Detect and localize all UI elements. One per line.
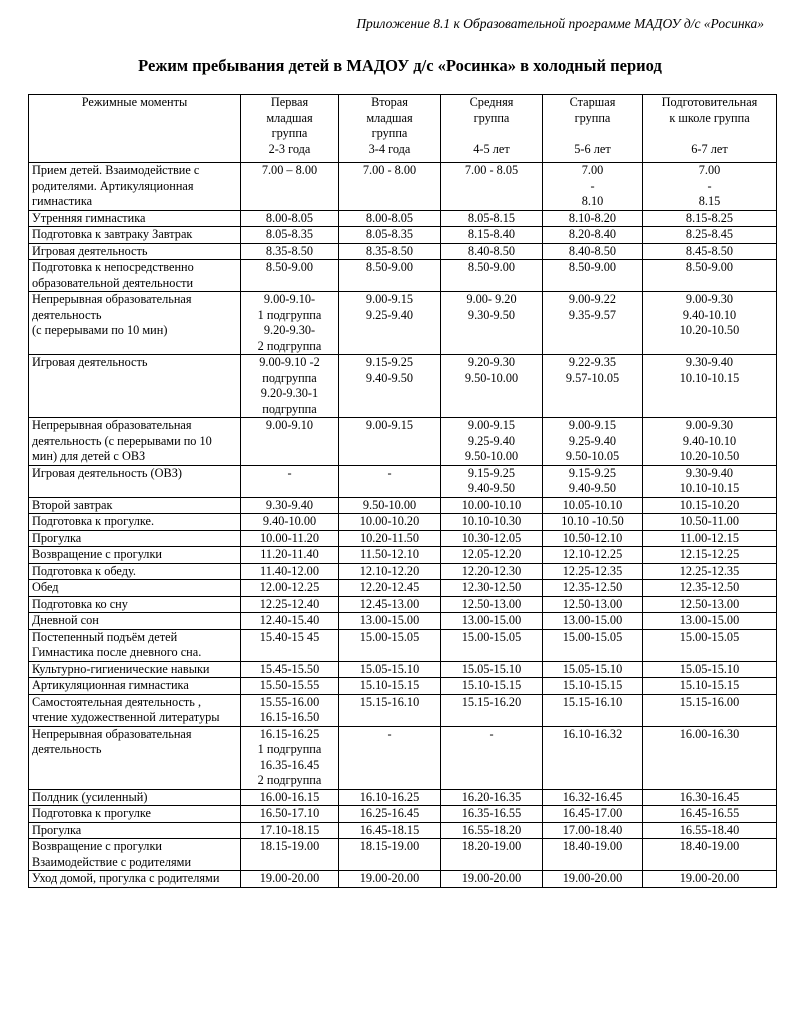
time-cell-group-4: 16.32-16.45	[543, 789, 643, 806]
activity-cell: Обед	[29, 580, 241, 597]
table-header-row	[29, 95, 777, 163]
time-cell-group-3: 10.10-10.30	[441, 514, 543, 531]
time-cell-group-5: 8.25-8.45	[643, 227, 777, 244]
time-cell-group-3: 16.35-16.55	[441, 806, 543, 823]
time-cell-group-1: 11.40-12.00	[241, 563, 339, 580]
time-cell-group-2: -	[339, 726, 441, 789]
time-cell-group-2: 19.00-20.00	[339, 871, 441, 888]
time-cell-group-2: 13.00-15.00	[339, 613, 441, 630]
table-row	[29, 163, 777, 211]
activity-cell: Непрерывная образовательная деятельность (с перерывами по 10 мин)	[29, 292, 241, 355]
time-cell-group-4: 9.00-9.22 9.35-9.57	[543, 292, 643, 355]
time-cell-group-5: 12.25-12.35	[643, 563, 777, 580]
time-cell-group-1: 19.00-20.00	[241, 871, 339, 888]
time-cell-group-4: 9.00-9.15 9.25-9.40 9.50-10.05	[543, 418, 643, 466]
time-cell-group-5: 16.00-16.30	[643, 726, 777, 789]
schedule-body	[29, 163, 777, 888]
time-cell-group-5: 9.00-9.30 9.40-10.10 10.20-10.50	[643, 418, 777, 466]
activity-cell: Утренняя гимнастика	[29, 210, 241, 227]
time-cell-group-2: 12.20-12.45	[339, 580, 441, 597]
table-row	[29, 210, 777, 227]
time-cell-group-3: 9.20-9.30 9.50-10.00	[441, 355, 543, 418]
table-row	[29, 530, 777, 547]
time-cell-group-4: 8.40-8.50	[543, 243, 643, 260]
time-cell-group-5: 15.10-15.15	[643, 678, 777, 695]
time-cell-group-2: 9.00-9.15 9.25-9.40	[339, 292, 441, 355]
table-row	[29, 839, 777, 871]
time-cell-group-1: 9.40-10.00	[241, 514, 339, 531]
time-cell-group-4: 12.50-13.00	[543, 596, 643, 613]
time-cell-group-3: 16.20-16.35	[441, 789, 543, 806]
time-cell-group-3: 19.00-20.00	[441, 871, 543, 888]
time-cell-group-3: 18.20-19.00	[441, 839, 543, 871]
time-cell-group-5: 16.55-18.40	[643, 822, 777, 839]
time-cell-group-2: 15.00-15.05	[339, 629, 441, 661]
table-row	[29, 789, 777, 806]
activity-cell: Игровая деятельность	[29, 355, 241, 418]
time-cell-group-1: 10.00-11.20	[241, 530, 339, 547]
time-cell-group-1: 7.00 – 8.00	[241, 163, 339, 211]
time-cell-group-3: 15.00-15.05	[441, 629, 543, 661]
time-cell-group-5: 19.00-20.00	[643, 871, 777, 888]
time-cell-group-4: 9.15-9.25 9.40-9.50	[543, 465, 643, 497]
column-header-group-1: Первая младшая группа 2-3 года	[241, 95, 339, 163]
time-cell-group-2: 8.50-9.00	[339, 260, 441, 292]
time-cell-group-2: 15.05-15.10	[339, 661, 441, 678]
time-cell-group-3: 8.40-8.50	[441, 243, 543, 260]
time-cell-group-1: 11.20-11.40	[241, 547, 339, 564]
table-row	[29, 694, 777, 726]
table-row	[29, 661, 777, 678]
time-cell-group-4: 8.10-8.20	[543, 210, 643, 227]
time-cell-group-2: 9.50-10.00	[339, 497, 441, 514]
time-cell-group-5: 15.15-16.00	[643, 694, 777, 726]
table-row	[29, 678, 777, 695]
page-title: Режим пребывания детей в МАДОУ д/с «Росинка» в холодный период	[138, 56, 662, 75]
time-cell-group-3: 8.50-9.00	[441, 260, 543, 292]
time-cell-group-2: 8.00-8.05	[339, 210, 441, 227]
activity-cell: Подготовка ко сну	[29, 596, 241, 613]
time-cell-group-2: 9.00-9.15	[339, 418, 441, 466]
time-cell-group-1: 15.45-15.50	[241, 661, 339, 678]
time-cell-group-5: 8.15-8.25	[643, 210, 777, 227]
time-cell-group-1: 16.50-17.10	[241, 806, 339, 823]
table-row	[29, 871, 777, 888]
time-cell-group-2: 12.10-12.20	[339, 563, 441, 580]
time-cell-group-3: 9.15-9.25 9.40-9.50	[441, 465, 543, 497]
activity-cell: Культурно-гигиенические навыки	[29, 661, 241, 678]
time-cell-group-3: 12.20-12.30	[441, 563, 543, 580]
table-row	[29, 418, 777, 466]
time-cell-group-3: 9.00-9.15 9.25-9.40 9.50-10.00	[441, 418, 543, 466]
time-cell-group-5: 10.15-10.20	[643, 497, 777, 514]
table-row	[29, 243, 777, 260]
activity-cell: Непрерывная образовательная деятельность	[29, 726, 241, 789]
time-cell-group-4: 19.00-20.00	[543, 871, 643, 888]
time-cell-group-3: 12.50-13.00	[441, 596, 543, 613]
time-cell-group-4: 12.10-12.25	[543, 547, 643, 564]
activity-cell: Прогулка	[29, 530, 241, 547]
time-cell-group-1: 8.05-8.35	[241, 227, 339, 244]
time-cell-group-1: 12.25-12.40	[241, 596, 339, 613]
time-cell-group-3: 8.15-8.40	[441, 227, 543, 244]
table-row	[29, 613, 777, 630]
time-cell-group-4: 18.40-19.00	[543, 839, 643, 871]
time-cell-group-2: 11.50-12.10	[339, 547, 441, 564]
time-cell-group-1: 15.55-16.00 16.15-16.50	[241, 694, 339, 726]
time-cell-group-3: 12.30-12.50	[441, 580, 543, 597]
table-row	[29, 547, 777, 564]
time-cell-group-2: 10.00-10.20	[339, 514, 441, 531]
time-cell-group-3: 15.10-15.15	[441, 678, 543, 695]
table-row	[29, 497, 777, 514]
time-cell-group-3: -	[441, 726, 543, 789]
time-cell-group-5: 12.15-12.25	[643, 547, 777, 564]
table-row	[29, 580, 777, 597]
time-cell-group-1: 17.10-18.15	[241, 822, 339, 839]
time-cell-group-4: 12.35-12.50	[543, 580, 643, 597]
activity-cell: Подготовка к обеду.	[29, 563, 241, 580]
activity-cell: Самостоятельная деятельность , чтение художественной литературы	[29, 694, 241, 726]
time-cell-group-2: 18.15-19.00	[339, 839, 441, 871]
time-cell-group-3: 15.05-15.10	[441, 661, 543, 678]
time-cell-group-5: 18.40-19.00	[643, 839, 777, 871]
time-cell-group-4: 16.45-17.00	[543, 806, 643, 823]
activity-cell: Подготовка к прогулке.	[29, 514, 241, 531]
activity-cell: Подготовка к непосредственно образовательной деятельности	[29, 260, 241, 292]
time-cell-group-5: 12.50-13.00	[643, 596, 777, 613]
time-cell-group-5: 10.50-11.00	[643, 514, 777, 531]
time-cell-group-2: 12.45-13.00	[339, 596, 441, 613]
appendix-note: Приложение 8.1 к Образовательной программе МАДОУ д/с «Росинка»	[356, 16, 764, 31]
time-cell-group-2: 9.15-9.25 9.40-9.50	[339, 355, 441, 418]
activity-cell: Игровая деятельность	[29, 243, 241, 260]
time-cell-group-4: 15.00-15.05	[543, 629, 643, 661]
time-cell-group-1: 9.00-9.10	[241, 418, 339, 466]
table-row	[29, 292, 777, 355]
time-cell-group-4: 8.50-9.00	[543, 260, 643, 292]
activity-cell: Прогулка	[29, 822, 241, 839]
time-cell-group-4: 17.00-18.40	[543, 822, 643, 839]
time-cell-group-4: 16.10-16.32	[543, 726, 643, 789]
activity-cell: Полдник (усиленный)	[29, 789, 241, 806]
time-cell-group-1: 8.35-8.50	[241, 243, 339, 260]
activity-cell: Непрерывная образовательная деятельность (с перерывами по 10 мин) для детей с ОВЗ	[29, 418, 241, 466]
time-cell-group-1: 16.00-16.15	[241, 789, 339, 806]
time-cell-group-1: 12.00-12.25	[241, 580, 339, 597]
time-cell-group-1: 16.15-16.25 1 подгруппа 16.35-16.45 2 подгруппа	[241, 726, 339, 789]
time-cell-group-3: 10.00-10.10	[441, 497, 543, 514]
activity-cell: Дневной сон	[29, 613, 241, 630]
table-row	[29, 563, 777, 580]
activity-cell: Прием детей. Взаимодействие с родителями. Артикуляционная гимнастика	[29, 163, 241, 211]
column-header-group-3: Средняя группа 4-5 лет	[441, 95, 543, 163]
activity-cell: Возвращение с прогулки	[29, 547, 241, 564]
time-cell-group-2: 16.45-18.15	[339, 822, 441, 839]
time-cell-group-2: 16.25-16.45	[339, 806, 441, 823]
time-cell-group-2: 15.10-15.15	[339, 678, 441, 695]
time-cell-group-5: 12.35-12.50	[643, 580, 777, 597]
time-cell-group-5: 9.00-9.30 9.40-10.10 10.20-10.50	[643, 292, 777, 355]
time-cell-group-1: 9.00-9.10- 1 подгруппа 9.20-9.30- 2 подгруппа	[241, 292, 339, 355]
time-cell-group-2: 16.10-16.25	[339, 789, 441, 806]
time-cell-group-5: 8.45-8.50	[643, 243, 777, 260]
time-cell-group-1: 9.30-9.40	[241, 497, 339, 514]
column-header-group-2: Вторая младшая группа 3-4 года	[339, 95, 441, 163]
time-cell-group-5: 15.00-15.05	[643, 629, 777, 661]
table-row	[29, 465, 777, 497]
table-row	[29, 806, 777, 823]
activity-cell: Возвращение с прогулки Взаимодействие с родителями	[29, 839, 241, 871]
time-cell-group-2: 15.15-16.10	[339, 694, 441, 726]
column-header-group-4: Старшая группа 5-6 лет	[543, 95, 643, 163]
time-cell-group-5: 16.30-16.45	[643, 789, 777, 806]
table-row	[29, 822, 777, 839]
time-cell-group-3: 7.00 - 8.05	[441, 163, 543, 211]
time-cell-group-4: 9.22-9.35 9.57-10.05	[543, 355, 643, 418]
time-cell-group-3: 10.30-12.05	[441, 530, 543, 547]
table-row	[29, 596, 777, 613]
time-cell-group-2: 8.35-8.50	[339, 243, 441, 260]
time-cell-group-5: 15.05-15.10	[643, 661, 777, 678]
time-cell-group-5: 8.50-9.00	[643, 260, 777, 292]
time-cell-group-4: 12.25-12.35	[543, 563, 643, 580]
time-cell-group-1: 18.15-19.00	[241, 839, 339, 871]
time-cell-group-1: 8.00-8.05	[241, 210, 339, 227]
activity-cell: Подготовка к прогулке	[29, 806, 241, 823]
table-row	[29, 355, 777, 418]
column-header-activity: Режимные моменты	[29, 95, 241, 163]
time-cell-group-1: 12.40-15.40	[241, 613, 339, 630]
activity-cell: Уход домой, прогулка с родителями	[29, 871, 241, 888]
time-cell-group-5: 16.45-16.55	[643, 806, 777, 823]
time-cell-group-4: 10.50-12.10	[543, 530, 643, 547]
time-cell-group-4: 15.05-15.10	[543, 661, 643, 678]
time-cell-group-5: 11.00-12.15	[643, 530, 777, 547]
time-cell-group-3: 16.55-18.20	[441, 822, 543, 839]
table-row	[29, 726, 777, 789]
time-cell-group-4: 10.05-10.10	[543, 497, 643, 514]
time-cell-group-2: -	[339, 465, 441, 497]
time-cell-group-1: 9.00-9.10 -2 подгруппа 9.20-9.30-1 подгруппа	[241, 355, 339, 418]
time-cell-group-2: 7.00 - 8.00	[339, 163, 441, 211]
table-row	[29, 514, 777, 531]
activity-cell: Постепенный подъём детей Гимнастика после дневного сна.	[29, 629, 241, 661]
schedule-table	[28, 94, 777, 888]
time-cell-group-3: 12.05-12.20	[441, 547, 543, 564]
time-cell-group-3: 9.00- 9.20 9.30-9.50	[441, 292, 543, 355]
time-cell-group-5: 9.30-9.40 10.10-10.15	[643, 355, 777, 418]
time-cell-group-2: 10.20-11.50	[339, 530, 441, 547]
activity-cell: Подготовка к завтраку Завтрак	[29, 227, 241, 244]
time-cell-group-5: 7.00 - 8.15	[643, 163, 777, 211]
time-cell-group-4: 13.00-15.00	[543, 613, 643, 630]
activity-cell: Игровая деятельность (ОВЗ)	[29, 465, 241, 497]
time-cell-group-1: -	[241, 465, 339, 497]
time-cell-group-3: 8.05-8.15	[441, 210, 543, 227]
column-header-group-5: Подготовительная к школе группа 6-7 лет	[643, 95, 777, 163]
time-cell-group-1: 15.50-15.55	[241, 678, 339, 695]
time-cell-group-5: 13.00-15.00	[643, 613, 777, 630]
time-cell-group-3: 15.15-16.20	[441, 694, 543, 726]
time-cell-group-1: 8.50-9.00	[241, 260, 339, 292]
time-cell-group-2: 8.05-8.35	[339, 227, 441, 244]
activity-cell: Второй завтрак	[29, 497, 241, 514]
time-cell-group-4: 15.10-15.15	[543, 678, 643, 695]
time-cell-group-3: 13.00-15.00	[441, 613, 543, 630]
table-row	[29, 629, 777, 661]
activity-cell: Артикуляционная гимнастика	[29, 678, 241, 695]
table-row	[29, 227, 777, 244]
table-row	[29, 260, 777, 292]
time-cell-group-4: 15.15-16.10	[543, 694, 643, 726]
time-cell-group-4: 10.10 -10.50	[543, 514, 643, 531]
time-cell-group-4: 8.20-8.40	[543, 227, 643, 244]
time-cell-group-5: 9.30-9.40 10.10-10.15	[643, 465, 777, 497]
time-cell-group-4: 7.00 - 8.10	[543, 163, 643, 211]
time-cell-group-1: 15.40-15 45	[241, 629, 339, 661]
